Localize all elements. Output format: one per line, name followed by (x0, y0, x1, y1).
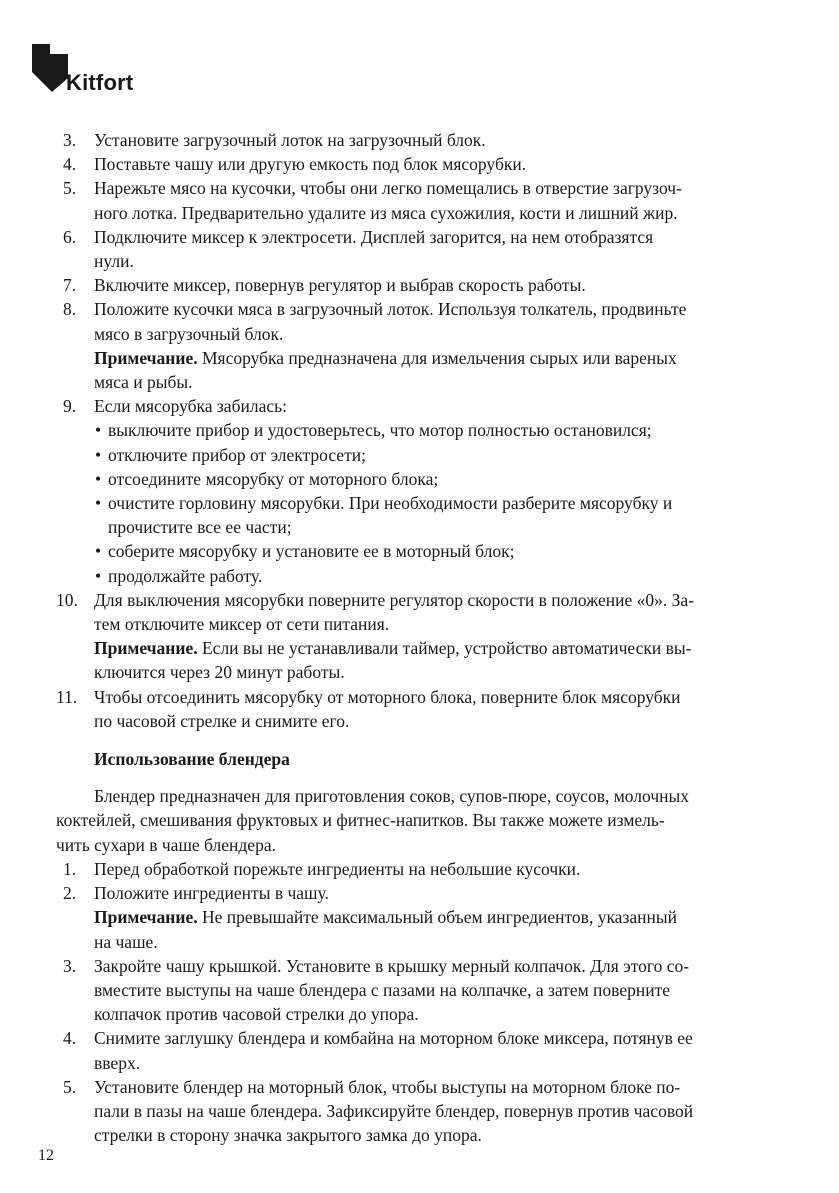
step-number: 2. (63, 883, 77, 904)
note-text-line: на чаше. (94, 931, 158, 952)
step-number: 1. (63, 858, 77, 879)
step-number: 4. (63, 1028, 77, 1049)
bullet-item (56, 564, 786, 588)
step-text-line: Поставьте чашу или другую емкость под блок мясорубки. (94, 154, 527, 175)
grinder-step (56, 273, 786, 297)
step-text-line: Нарежьте мясо на кусочки, чтобы они легко помещались в отверстие загрузоч- (94, 178, 682, 199)
section-heading: Использование блендера (94, 749, 290, 770)
note-text-line: Примечание. Если вы не устанавливали таймер, устройство автоматически вы- (94, 638, 692, 659)
grinder-step (56, 152, 786, 176)
step-text-line: Для выключения мясорубки поверните регулятор скорости в положение «0». За- (94, 589, 695, 610)
step-text-line: Чтобы отсоединить мясорубку от моторного блока, поверните блок мясорубки (94, 686, 681, 707)
bullet-dot: • (95, 541, 102, 562)
note-label: Примечание. (94, 638, 198, 659)
blender-intro (56, 784, 786, 857)
blender-step (56, 954, 786, 1027)
bullet-text-line: прочистите все ее части; (108, 517, 292, 538)
note-text-line: Примечание. Не превышайте максимальный объем ингредиентов, указанный (94, 907, 677, 928)
step-text-line: Снимите заглушку блендера и комбайна на моторном блоке миксера, потянув ее (94, 1028, 693, 1049)
bullet-item (56, 539, 786, 563)
step-text-line: мясо в загрузочный блок. (94, 323, 284, 344)
page-content (56, 128, 786, 1147)
bullet-text-line: выключите прибор и удостоверьтесь, что мотор полностью остановился; (108, 420, 652, 441)
step-text-line: Положите кусочки мяса в загрузочный лоток. Используя толкатель, продвиньте (94, 299, 687, 320)
blender-step (56, 1026, 786, 1074)
note-label: Примечание. (94, 907, 198, 928)
step-text-line: Установите загрузочный лоток на загрузочный блок. (94, 130, 486, 150)
step-text-line: нули. (94, 251, 134, 272)
note-text-line: мяса и рыбы. (94, 372, 193, 393)
step-number: 4. (63, 154, 77, 175)
step-text-line: Закройте чашу крышкой. Установите в крышку мерный колпачок. Для этого со- (94, 955, 690, 976)
grinder-steps (56, 128, 786, 733)
page-number: 12 (38, 1147, 54, 1164)
brand-logo (30, 42, 170, 102)
blender-step (56, 857, 786, 881)
step-text-line: по часовой стрелке и снимите его. (94, 710, 350, 731)
step-number: 11. (56, 686, 78, 707)
step-note (56, 905, 786, 953)
step-text-line: колпачок против часовой стрелки до упора. (94, 1004, 419, 1025)
intro-text-line: Блендер предназначен для приготовления соков, супов-пюре, соусов, молочных (94, 786, 689, 807)
bullet-item (56, 418, 786, 442)
step-text-line: Подключите миксер к электросети. Дисплей загорится, на нем отобразятся (94, 226, 654, 247)
step-text-line: Установите блендер на моторный блок, чтобы выступы на моторном блоке по- (94, 1076, 681, 1097)
step-number: 6. (63, 226, 77, 247)
grinder-step (56, 297, 786, 345)
step-text-line: вместите выступы на чаше блендера с пазами на колпачке, а затем поверните (94, 979, 670, 1000)
grinder-step (56, 128, 786, 152)
step-number: 5. (63, 1076, 77, 1097)
step-note (56, 636, 786, 684)
bullet-item (56, 491, 786, 539)
kitfort-logo-icon (30, 42, 70, 94)
blender-steps (56, 857, 786, 1147)
bullet-item (56, 467, 786, 491)
note-text-line: Примечание. Мясорубка предназначена для измельчения сырых или вареных (94, 347, 677, 368)
blender-step (56, 881, 786, 905)
step-text-line: стрелки в сторону значка закрытого замка до упора. (94, 1125, 482, 1146)
step-number: 9. (63, 396, 77, 417)
step-text-line: тем отключите миксер от сети питания. (94, 614, 390, 635)
grinder-step (56, 176, 786, 224)
step-text-line: Перед обработкой порежьте ингредиенты на небольшие кусочки. (94, 858, 581, 879)
step-number: 10. (56, 589, 78, 610)
grinder-step (56, 685, 786, 733)
step-text-line: вверх. (94, 1052, 141, 1073)
step-text-line: ного лотка. Предварительно удалите из мяса сухожилия, кости и лишний жир. (94, 202, 678, 223)
step-text-line: Включите миксер, повернув регулятор и выбрав скорость работы. (94, 275, 586, 296)
bullet-dot: • (95, 468, 102, 489)
intro-text-line: чить сухари в чаше блендера. (56, 834, 276, 855)
note-label: Примечание. (94, 347, 198, 368)
bullet-text-line: продолжайте работу. (108, 565, 263, 586)
bullet-item (56, 443, 786, 467)
grinder-step (56, 225, 786, 273)
brand-name: Kitfort (66, 70, 134, 95)
note-text-line: ключится через 20 минут работы. (94, 662, 345, 683)
bullet-dot: • (95, 565, 102, 586)
step-note (56, 346, 786, 394)
grinder-step (56, 394, 786, 418)
bullet-dot: • (95, 493, 102, 514)
bullet-text-line: очистите горловину мясорубки. При необходимости разберите мясорубку и (108, 493, 673, 514)
step-text-line: пали в пазы на чаше блендера. Зафиксируйте блендер, повернув против часовой (94, 1100, 694, 1121)
step-number: 3. (63, 955, 77, 976)
step-text-line: Положите ингредиенты в чашу. (94, 883, 329, 904)
bullet-text-line: отключите прибор от электросети; (108, 444, 366, 465)
step-number: 7. (63, 275, 77, 296)
grinder-step (56, 588, 786, 636)
bullet-dot: • (95, 420, 102, 441)
bullet-text-line: соберите мясорубку и установите ее в моторный блок; (108, 541, 515, 562)
bullet-text-line: отсоедините мясорубку от моторного блока; (108, 468, 439, 489)
intro-text-line: коктейлей, смешивания фруктовых и фитнес-напитков. Вы также можете измель- (56, 810, 665, 831)
step-number: 8. (63, 299, 77, 320)
blender-step (56, 1075, 786, 1148)
bullet-dot: • (95, 444, 102, 465)
step-number: 5. (63, 178, 77, 199)
step-text-line: Если мясорубка забилась: (94, 396, 287, 417)
step-number: 3. (63, 130, 77, 150)
